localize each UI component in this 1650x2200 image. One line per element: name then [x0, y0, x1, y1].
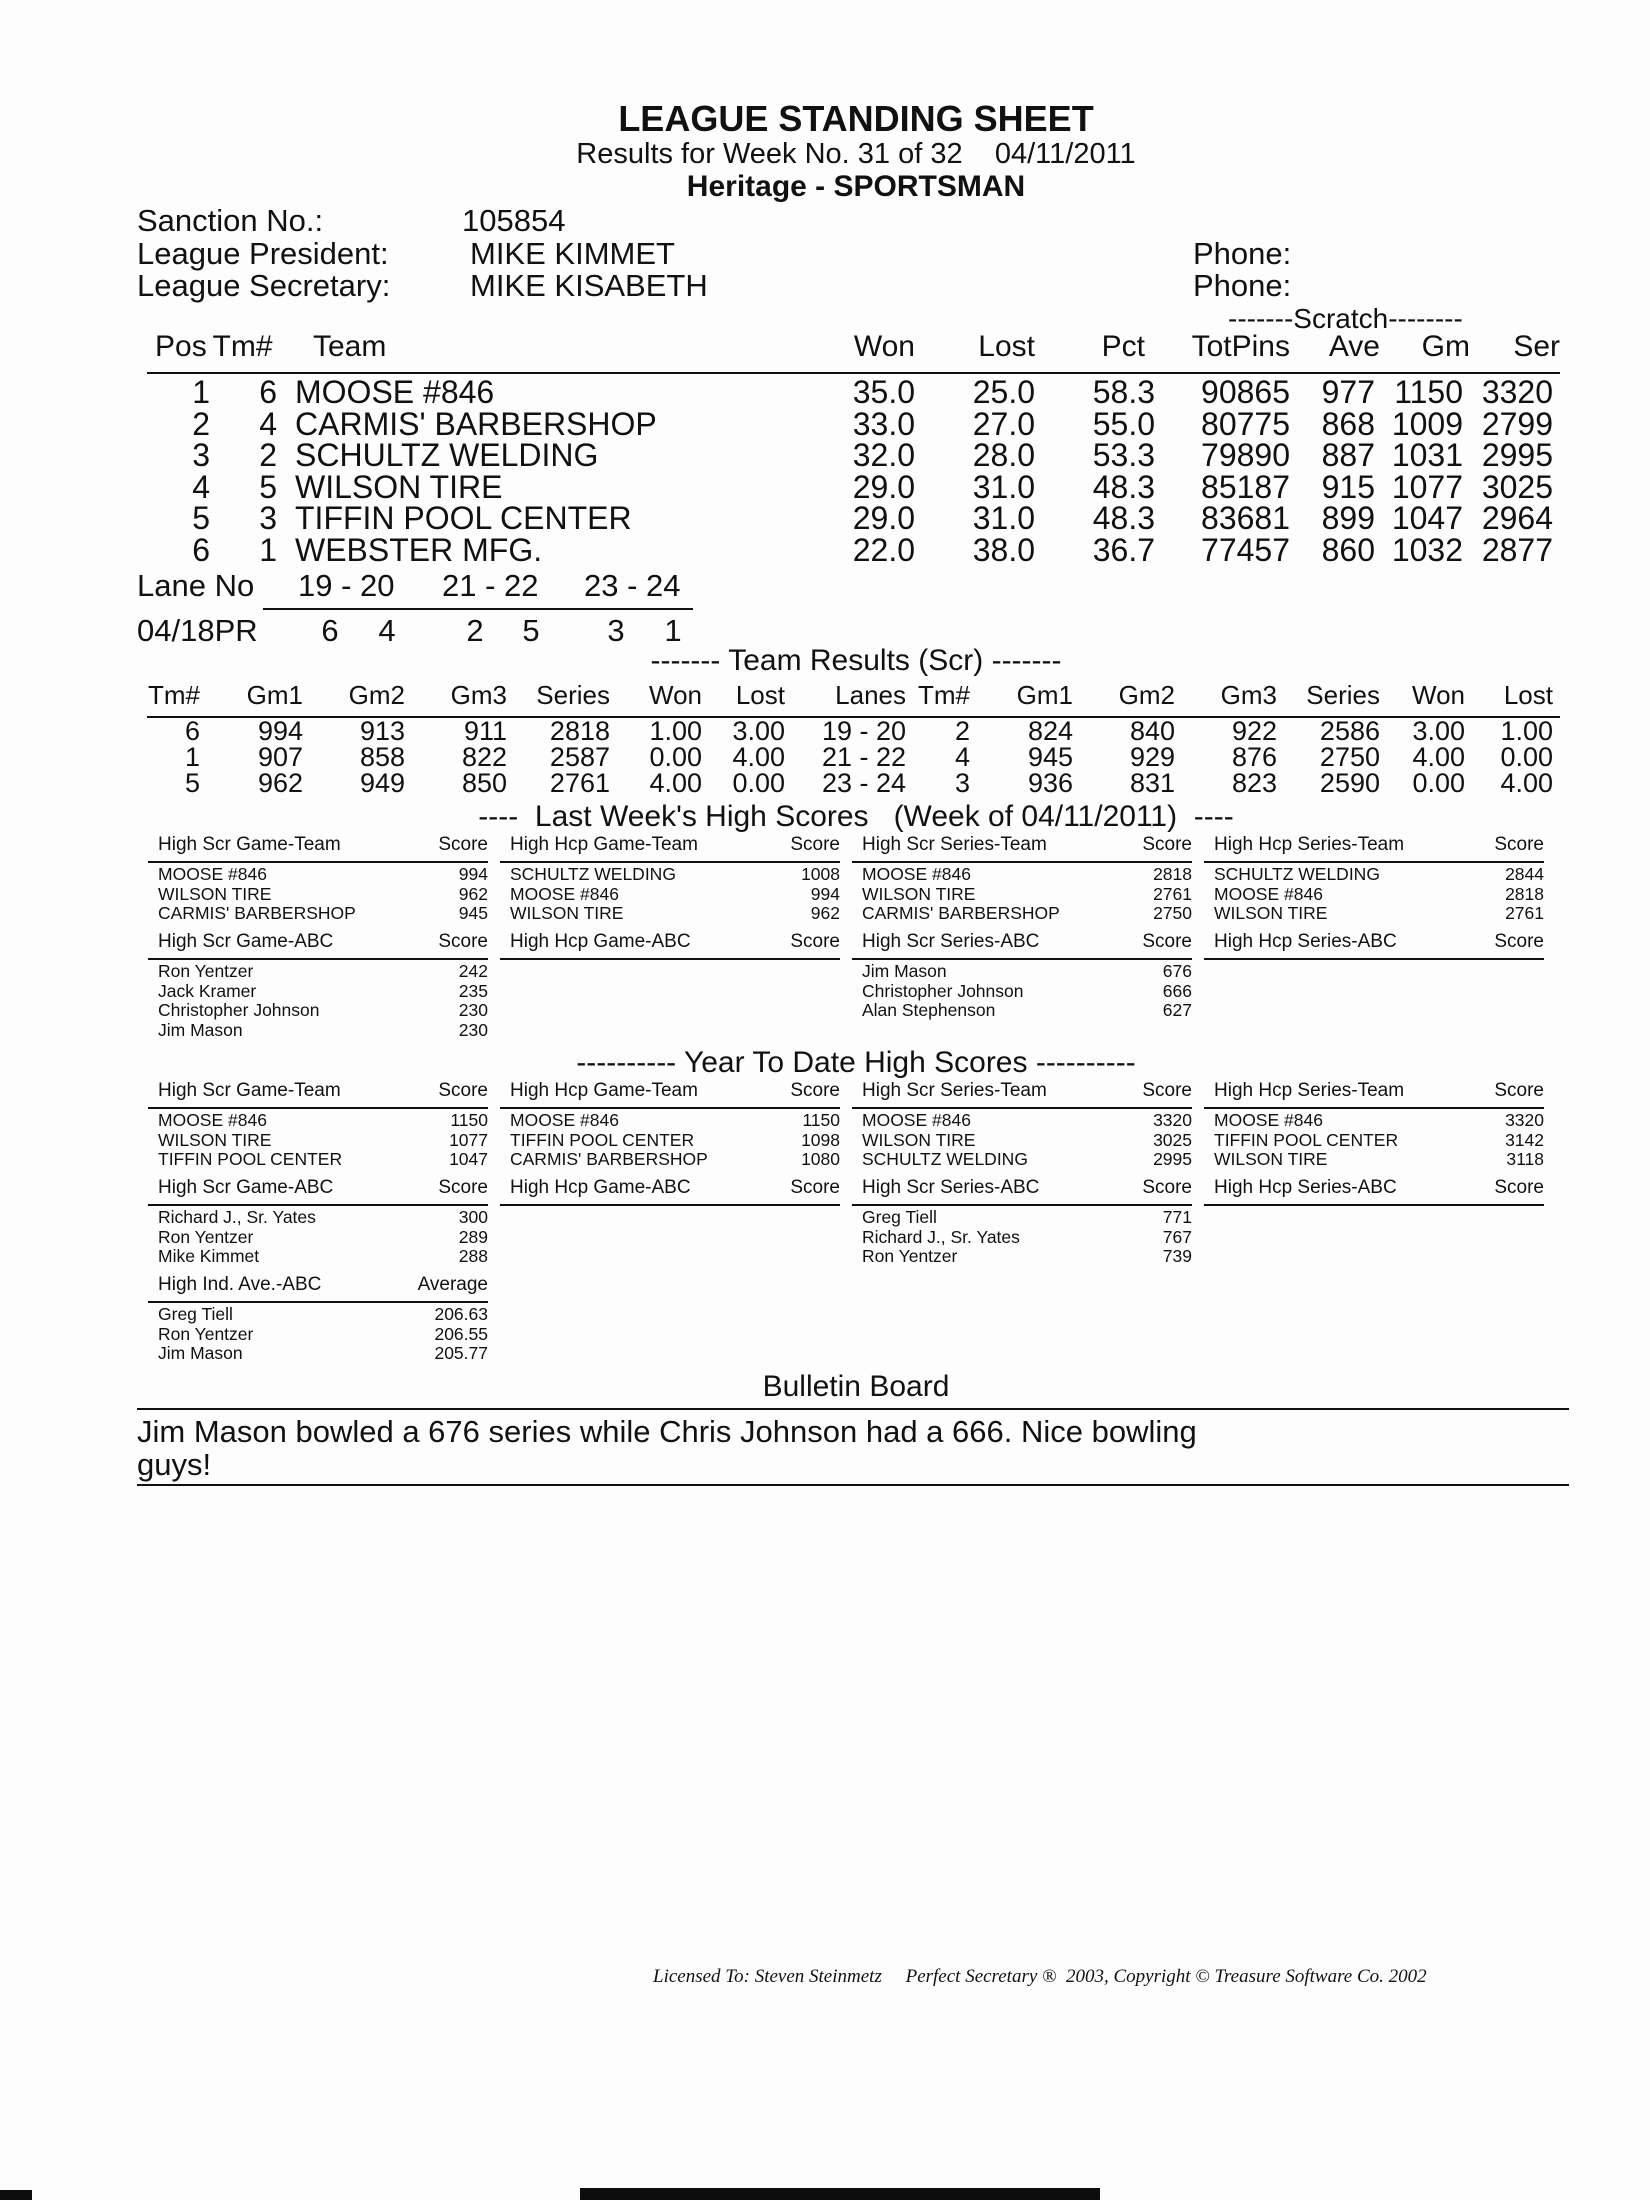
ytd-box-score-label: Score [1494, 1080, 1544, 1101]
ytd-box-value: 206.63 [434, 1304, 488, 1324]
last-week-box-divider [148, 861, 488, 863]
standings-cell: 29.0 [852, 468, 915, 505]
standings-cell: 899 [1321, 500, 1375, 536]
standings-cell: CARMIS' BARBERSHOP [295, 405, 657, 442]
ytd-box-name: Greg Tiell [158, 1304, 233, 1324]
last-week-box-divider [852, 861, 1192, 863]
standings-cell: 5 [259, 468, 277, 505]
team-results-divider [147, 716, 1560, 718]
standings-cell: 4 [259, 405, 277, 442]
bulletin-line-2: guys! [137, 1447, 212, 1482]
scan-edge-center [580, 2188, 1100, 2200]
last-week-box-name: Christopher Johnson [158, 1000, 320, 1020]
standings-cell: 868 [1321, 405, 1375, 442]
last-week-box-name: SCHULTZ WELDING [1214, 864, 1380, 884]
last-week-box-value: 994 [810, 883, 840, 904]
team-results-cell: 0.00 [649, 742, 702, 772]
ytd-box-label: High Ind. Ave.-ABC [158, 1274, 322, 1295]
sanction-label: Sanction No.: [137, 203, 324, 238]
ytd-box-value: 3025 [1153, 1129, 1192, 1150]
team-results-header: Gm1 [1016, 680, 1073, 710]
last-week-box-name: MOOSE #846 [1214, 883, 1323, 904]
standings-header-tm: Tm# [212, 330, 273, 363]
last-week-box-divider [500, 958, 840, 960]
team-results-cell: 5 [184, 768, 200, 798]
last-week-box-label: High Scr Series-ABC [862, 931, 1040, 952]
team-results-cell: 4.00 [732, 742, 785, 772]
standings-cell: 5 [192, 500, 210, 536]
last-week-box-divider [852, 958, 1192, 960]
ytd-box-score-label: Score [790, 1177, 840, 1198]
standings-cell: 31.0 [972, 500, 1035, 536]
ytd-box-value: 1047 [449, 1149, 488, 1169]
standings-cell: 55.0 [1092, 405, 1155, 442]
last-week-box-name: WILSON TIRE [158, 883, 272, 904]
license-footer: Licensed To: Steven Steinmetz Perfect Secretary ® 2003, Copyright © Treasure Software Co. 2002 [653, 1966, 1427, 1987]
team-results-cell: 936 [1027, 768, 1073, 798]
ytd-box-name: CARMIS' BARBERSHOP [510, 1149, 708, 1169]
team-results-header: Lanes [835, 680, 906, 710]
ytd-box-value: 739 [1162, 1246, 1192, 1266]
ytd-box-label: High Hcp Game-Team [510, 1080, 698, 1101]
ytd-box-value: 3320 [1505, 1110, 1544, 1130]
team-results-cell: 0.00 [1500, 742, 1553, 772]
last-week-box-score-label: Score [1142, 834, 1192, 855]
sheet-title: LEAGUE STANDING SHEET [618, 98, 1094, 139]
last-week-box-value: 2761 [1505, 903, 1544, 923]
last-week-box-divider [148, 958, 488, 960]
ytd-box-name: Richard J., Sr. Yates [158, 1207, 316, 1227]
standings-cell: 79890 [1201, 437, 1290, 473]
last-week-box-value: 676 [1162, 961, 1192, 981]
team-results-cell: 840 [1129, 716, 1175, 746]
last-week-box-value: 994 [458, 864, 488, 884]
lane-team-number: 1 [664, 613, 682, 648]
last-week-box-name: Jim Mason [862, 961, 947, 981]
standings-cell: 35.0 [852, 374, 915, 410]
team-results-title: ------- Team Results (Scr) ------- [650, 644, 1062, 677]
last-week-box-value: 2750 [1153, 903, 1192, 923]
team-results-cell: 3.00 [1412, 716, 1465, 746]
team-results-cell: 962 [257, 768, 303, 798]
team-results-cell: 2761 [549, 768, 610, 798]
last-week-box-name: Christopher Johnson [862, 980, 1024, 1001]
team-results-header: Gm1 [246, 680, 303, 710]
last-week-box-value: 235 [458, 980, 488, 1001]
team-results-cell: 1 [184, 742, 200, 772]
standings-cell: 2 [192, 405, 210, 442]
standings-cell: SCHULTZ WELDING [295, 437, 599, 473]
team-results-header: Lost [735, 680, 785, 710]
ytd-box-label: High Hcp Game-ABC [510, 1177, 691, 1198]
standings-cell: 83681 [1201, 500, 1290, 536]
ytd-box-divider [148, 1301, 488, 1303]
ytd-box-name: WILSON TIRE [862, 1129, 976, 1150]
standings-cell: 1 [259, 531, 277, 568]
ytd-box-divider [1204, 1107, 1544, 1109]
ytd-box-name: TIFFIN POOL CENTER [510, 1129, 695, 1150]
lane-team-number: 6 [321, 613, 339, 648]
ytd-box-value: 205.77 [434, 1343, 488, 1363]
president-label: League President: [137, 236, 389, 271]
ytd-box-value: 3118 [1506, 1149, 1544, 1169]
standings-header-lost: Lost [978, 330, 1035, 363]
last-week-box-name: MOOSE #846 [862, 864, 971, 884]
ytd-title: ---------- Year To Date High Scores ---------- [576, 1046, 1136, 1079]
standings-cell: 3025 [1481, 468, 1553, 505]
last-week-box-score-label: Score [790, 834, 840, 855]
last-week-box-name: WILSON TIRE [1214, 903, 1328, 923]
ytd-box-divider [1204, 1204, 1544, 1206]
ytd-box-score-label: Score [438, 1080, 488, 1101]
next-week-label: 04/18PR [137, 613, 258, 648]
lane-pair-3: 23 - 24 [584, 568, 681, 603]
ytd-box-value: 1098 [801, 1129, 840, 1150]
ytd-box-divider [852, 1204, 1192, 1206]
scratch-label: -------Scratch-------- [1228, 303, 1463, 334]
team-results-cell: 4 [954, 742, 970, 772]
last-week-box-label: High Scr Game-Team [158, 834, 341, 855]
lane-pair-1: 19 - 20 [298, 568, 395, 603]
last-week-box-name: MOOSE #846 [158, 864, 267, 884]
standings-header-won: Won [853, 330, 915, 363]
standings-cell: 33.0 [852, 405, 915, 442]
last-week-box-divider [1204, 861, 1544, 863]
team-results-cell: 4.00 [1500, 768, 1553, 798]
last-week-box-name: CARMIS' BARBERSHOP [862, 903, 1060, 923]
standings-cell: 3320 [1481, 374, 1553, 410]
sheet-subtitle: Results for Week No. 31 of 32 04/11/2011 [576, 138, 1136, 170]
standings-cell: 977 [1321, 374, 1375, 410]
last-week-box-value: 627 [1162, 1000, 1192, 1020]
standings-cell: 3 [192, 437, 210, 473]
last-week-box-divider [500, 861, 840, 863]
team-results-cell: 2590 [1319, 768, 1380, 798]
team-results-cell: 1.00 [649, 716, 702, 746]
ytd-box-divider [148, 1204, 488, 1206]
standings-cell: 2 [259, 437, 277, 473]
bulletin-top-divider [137, 1408, 1569, 1410]
team-results-cell: 6 [184, 716, 200, 746]
ytd-box-value: 206.55 [434, 1323, 488, 1344]
team-results-cell: 0.00 [732, 768, 785, 798]
standings-cell: 85187 [1201, 468, 1290, 505]
ytd-box-name: Jim Mason [158, 1343, 243, 1363]
standings-cell: 2995 [1481, 437, 1553, 473]
last-week-box-name: Ron Yentzer [158, 961, 254, 981]
league-name: Heritage - SPORTSMAN [686, 170, 1026, 203]
last-week-box-name: CARMIS' BARBERSHOP [158, 903, 356, 923]
last-week-box-score-label: Score [1142, 931, 1192, 952]
standings-cell: 32.0 [852, 437, 915, 473]
team-results-header: Gm2 [348, 680, 405, 710]
ytd-box-score-label: Score [1142, 1177, 1192, 1198]
ytd-box-value: 1150 [450, 1110, 488, 1130]
standings-cell: TIFFIN POOL CENTER [295, 500, 632, 536]
last-week-box-name: Jack Kramer [158, 980, 257, 1001]
ytd-box-name: Ron Yentzer [158, 1226, 254, 1247]
last-week-title: ---- Last Week's High Scores (Week of 04/11/2011) ---- [478, 800, 1234, 833]
standings-header-pct: Pct [1101, 330, 1145, 363]
team-results-cell: 824 [1027, 716, 1073, 746]
standings-header-team: Team [313, 330, 387, 363]
last-week-box-value: 962 [458, 883, 488, 904]
ytd-box-name: MOOSE #846 [158, 1110, 267, 1130]
last-week-box-value: 666 [1162, 980, 1192, 1001]
ytd-box-name: MOOSE #846 [862, 1110, 971, 1130]
ytd-box-divider [500, 1107, 840, 1109]
standings-cell: 1 [192, 374, 210, 410]
team-results-cell: 3.00 [732, 716, 785, 746]
bulletin-bottom-divider [137, 1484, 1569, 1486]
team-results-cell: 994 [257, 716, 303, 746]
ytd-box-score-label: Score [790, 1080, 840, 1101]
standings-cell: 53.3 [1092, 437, 1155, 473]
ytd-box-value: 767 [1162, 1226, 1192, 1247]
standings-cell: 80775 [1201, 405, 1290, 442]
ytd-box-value: 288 [458, 1246, 488, 1266]
lane-divider [263, 608, 693, 610]
standings-cell: 860 [1321, 531, 1375, 568]
team-results-cell: 823 [1231, 768, 1277, 798]
team-results-header: Series [1306, 680, 1380, 710]
ytd-box-score-label: Score [1142, 1080, 1192, 1101]
sanction-value: 105854 [462, 203, 566, 238]
ytd-box-value: 3142 [1505, 1129, 1544, 1150]
last-week-box-label: High Scr Series-Team [862, 834, 1047, 855]
last-week-box-score-label: Score [790, 931, 840, 952]
standings-cell: 2877 [1481, 531, 1553, 568]
standings-cell: 1031 [1391, 437, 1463, 473]
ytd-box-value: 1077 [449, 1129, 488, 1150]
team-results-cell: 949 [359, 768, 405, 798]
standings-cell: 58.3 [1092, 374, 1155, 410]
ytd-box-name: Greg Tiell [862, 1207, 937, 1227]
ytd-box-name: WILSON TIRE [158, 1129, 272, 1150]
phone-label-1: Phone: [1193, 236, 1292, 271]
standings-cell: 38.0 [972, 531, 1035, 568]
last-week-box-value: 2761 [1153, 883, 1192, 904]
team-results-cell: 2750 [1319, 742, 1380, 772]
standings-cell: 25.0 [972, 374, 1035, 410]
ytd-box-name: MOOSE #846 [1214, 1110, 1323, 1130]
team-results-cell: 23 - 24 [821, 768, 906, 798]
last-week-box-value: 230 [458, 1019, 488, 1040]
ytd-box-divider [852, 1107, 1192, 1109]
ytd-box-value: 3320 [1153, 1110, 1192, 1130]
standings-cell: 887 [1321, 437, 1375, 473]
last-week-box-value: 2818 [1153, 864, 1192, 884]
team-results-cell: 2586 [1319, 716, 1380, 746]
team-results-header: Gm2 [1118, 680, 1175, 710]
standings-divider [147, 372, 1560, 374]
standings-cell: 1047 [1391, 500, 1463, 536]
ytd-box-name: TIFFIN POOL CENTER [158, 1149, 343, 1169]
standings-cell: 90865 [1201, 374, 1290, 410]
ytd-box-value: 1080 [801, 1149, 840, 1169]
standings-header-ave: Ave [1328, 330, 1380, 363]
team-results-header: Gm3 [1220, 680, 1277, 710]
team-results-cell: 911 [463, 716, 507, 746]
standings-header-gm: Gm [1421, 330, 1470, 363]
last-week-box-name: Alan Stephenson [862, 1000, 996, 1020]
standings-cell: 27.0 [972, 405, 1035, 442]
lane-pair-2: 21 - 22 [442, 568, 539, 603]
team-results-cell: 4.00 [1412, 742, 1465, 772]
standings-cell: 29.0 [852, 500, 915, 536]
standings-cell: 6 [259, 374, 277, 410]
ytd-box-name: Mike Kimmet [158, 1246, 260, 1266]
ytd-box-name: SCHULTZ WELDING [862, 1149, 1028, 1169]
last-week-box-label: High Scr Game-ABC [158, 931, 334, 952]
lane-team-number: 2 [466, 613, 484, 648]
team-results-cell: 858 [359, 742, 405, 772]
last-week-box-name: Jim Mason [158, 1019, 243, 1040]
secretary-value: MIKE KISABETH [470, 268, 708, 303]
team-results-cell: 2818 [549, 716, 610, 746]
team-results-cell: 945 [1027, 742, 1073, 772]
lane-no-label: Lane No [137, 568, 255, 603]
ytd-box-label: High Scr Series-ABC [862, 1177, 1040, 1198]
team-results-cell: 21 - 22 [821, 742, 906, 772]
team-results-cell: 4.00 [649, 768, 702, 798]
ytd-box-divider [148, 1107, 488, 1109]
team-results-cell: 822 [461, 742, 507, 772]
ytd-box-score-label: Average [417, 1274, 488, 1295]
last-week-box-value: 1008 [801, 864, 840, 884]
standings-cell: 1032 [1391, 531, 1463, 568]
ytd-box-label: High Hcp Series-ABC [1214, 1177, 1397, 1198]
standings-cell: MOOSE #846 [295, 374, 495, 410]
phone-label-2: Phone: [1193, 268, 1292, 303]
standings-cell: 6 [192, 531, 210, 568]
last-week-box-divider [1204, 958, 1544, 960]
standings-cell: 36.7 [1092, 531, 1155, 568]
team-results-header: Gm3 [450, 680, 507, 710]
standings-cell: WEBSTER MFG. [295, 531, 543, 568]
last-week-box-label: High Hcp Game-Team [510, 834, 698, 855]
scan-edge-left [0, 2190, 32, 2200]
team-results-cell: 907 [257, 742, 303, 772]
team-results-cell: 3 [954, 768, 970, 798]
ytd-box-label: High Hcp Series-Team [1214, 1080, 1405, 1101]
ytd-box-label: High Scr Game-Team [158, 1080, 341, 1101]
team-results-cell: 876 [1231, 742, 1277, 772]
last-week-box-name: SCHULTZ WELDING [510, 864, 676, 884]
ytd-box-value: 289 [458, 1226, 488, 1247]
ytd-box-name: TIFFIN POOL CENTER [1214, 1129, 1399, 1150]
team-results-cell: 2587 [549, 742, 610, 772]
last-week-box-score-label: Score [1494, 931, 1544, 952]
ytd-box-divider [500, 1204, 840, 1206]
standings-cell: 48.3 [1092, 468, 1155, 505]
standings-cell: 3 [259, 500, 277, 536]
team-results-cell: 929 [1129, 742, 1175, 772]
ytd-box-score-label: Score [438, 1177, 488, 1198]
last-week-box-value: 242 [458, 961, 488, 981]
team-results-cell: 19 - 20 [821, 716, 906, 746]
standings-header-pos: Pos [155, 330, 207, 363]
standings-cell: 4 [192, 468, 210, 505]
last-week-box-value: 962 [810, 903, 840, 923]
team-results-header: Tm# [918, 680, 970, 710]
ytd-box-name: WILSON TIRE [1214, 1149, 1328, 1169]
last-week-box-label: High Hcp Game-ABC [510, 931, 691, 952]
last-week-box-score-label: Score [438, 931, 488, 952]
ytd-box-value: 1150 [802, 1110, 840, 1130]
last-week-box-label: High Hcp Series-Team [1214, 834, 1405, 855]
bulletin-line-1: Jim Mason bowled a 676 series while Chris Johnson had a 666. Nice bowling [137, 1414, 1197, 1449]
ytd-box-name: MOOSE #846 [510, 1110, 619, 1130]
standings-cell: 48.3 [1092, 500, 1155, 536]
last-week-box-value: 2844 [1505, 864, 1544, 884]
standings-header-totpins: TotPins [1191, 330, 1290, 363]
team-results-header: Lost [1503, 680, 1553, 710]
standings-cell: 22.0 [852, 531, 915, 568]
ytd-box-value: 2995 [1153, 1149, 1192, 1169]
lane-team-number: 5 [522, 613, 540, 648]
standings-cell: WILSON TIRE [295, 468, 503, 505]
standings-cell: 1009 [1391, 405, 1463, 442]
last-week-box-name: WILSON TIRE [510, 903, 624, 923]
team-results-cell: 850 [461, 768, 507, 798]
team-results-cell: 922 [1231, 716, 1277, 746]
president-value: MIKE KIMMET [470, 236, 675, 271]
last-week-box-name: WILSON TIRE [862, 883, 976, 904]
last-week-box-score-label: Score [1494, 834, 1544, 855]
lane-team-number: 4 [378, 613, 396, 648]
standings-cell: 2964 [1481, 500, 1553, 536]
last-week-box-value: 2818 [1505, 883, 1544, 904]
standings-cell: 1150 [1394, 374, 1463, 410]
ytd-box-value: 771 [1162, 1207, 1192, 1227]
team-results-cell: 0.00 [1412, 768, 1465, 798]
standings-cell: 77457 [1201, 531, 1290, 568]
team-results-header: Won [1412, 680, 1465, 710]
standings-header-ser: Ser [1513, 330, 1560, 363]
standings-cell: 915 [1321, 468, 1375, 505]
last-week-box-label: High Hcp Series-ABC [1214, 931, 1397, 952]
ytd-box-name: Richard J., Sr. Yates [862, 1226, 1020, 1247]
standings-cell: 31.0 [972, 468, 1035, 505]
ytd-box-value: 300 [458, 1207, 488, 1227]
team-results-cell: 831 [1129, 768, 1175, 798]
team-results-cell: 2 [954, 716, 970, 746]
last-week-box-value: 945 [458, 903, 488, 923]
bulletin-title: Bulletin Board [762, 1370, 950, 1403]
team-results-header: Tm# [148, 680, 200, 710]
last-week-box-name: MOOSE #846 [510, 883, 619, 904]
standings-cell: 2799 [1481, 405, 1553, 442]
secretary-label: League Secretary: [137, 268, 391, 303]
team-results-cell: 1.00 [1500, 716, 1553, 746]
ytd-box-name: Ron Yentzer [158, 1323, 254, 1344]
ytd-box-label: High Scr Game-ABC [158, 1177, 334, 1198]
team-results-cell: 913 [359, 716, 405, 746]
standings-cell: 1077 [1391, 468, 1463, 505]
lane-team-number: 3 [607, 613, 625, 648]
standings-cell: 28.0 [972, 437, 1035, 473]
ytd-box-score-label: Score [1494, 1177, 1544, 1198]
ytd-box-name: Ron Yentzer [862, 1246, 958, 1266]
team-results-header: Won [649, 680, 702, 710]
ytd-box-label: High Scr Series-Team [862, 1080, 1047, 1101]
last-week-box-score-label: Score [438, 834, 488, 855]
last-week-box-value: 230 [458, 1000, 488, 1020]
team-results-header: Series [536, 680, 610, 710]
